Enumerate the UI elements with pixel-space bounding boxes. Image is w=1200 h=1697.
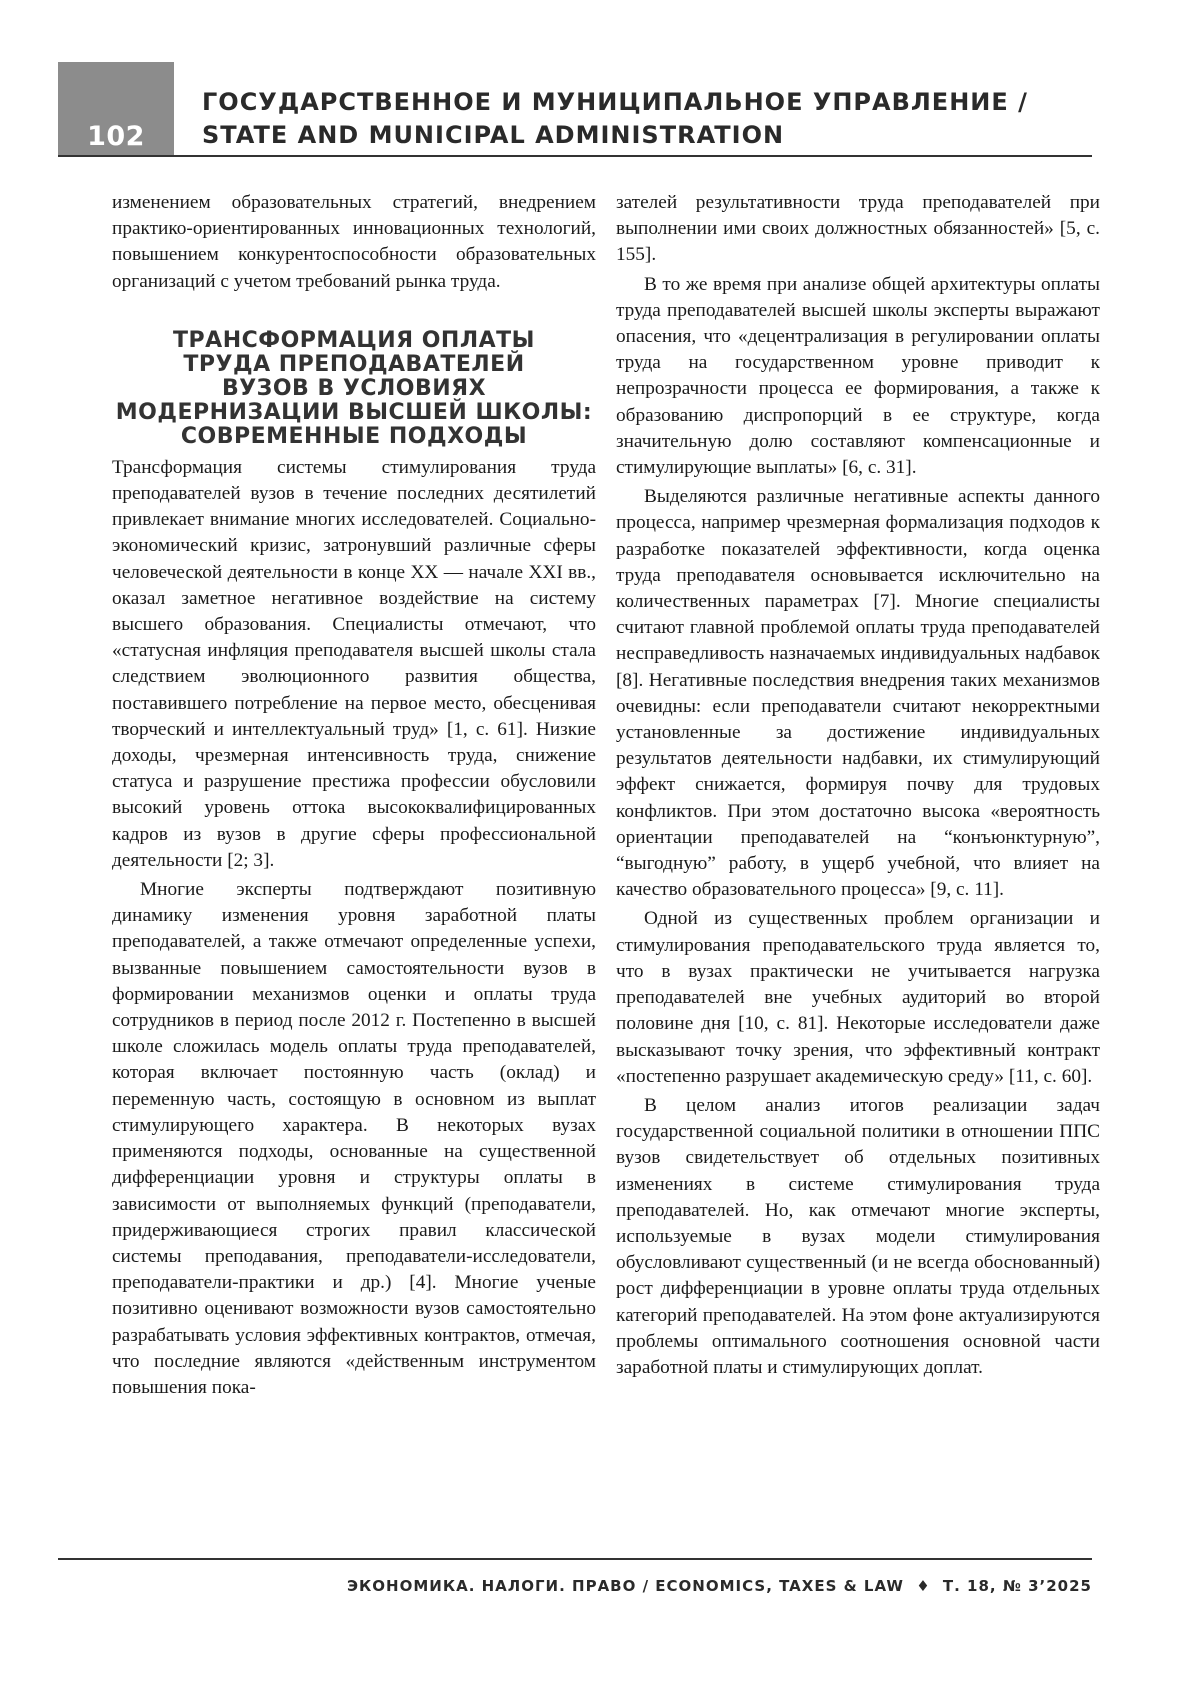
journal-title-ru: ГОСУДАРСТВЕННОЕ И МУНИЦИПАЛЬНОЕ УПРАВЛЕНИЕ /: [202, 88, 1028, 116]
footer-issue: Т. 18, № 3’2025: [942, 1577, 1092, 1595]
intro-paragraph: изменением образовательных стратегий, внедрением практико-ориентированных инновационных технологий, повышением конкурентоспособности образовательных организаций с учетом требований рынка труда.: [112, 192, 596, 292]
journal-header: [202, 86, 1028, 152]
section-heading-line: ВУЗОВ В УСЛОВИЯХ: [221, 375, 487, 401]
right-column: [616, 190, 1100, 1381]
header-divider: [58, 155, 1092, 157]
section-heading-line: ТРУДА ПРЕПОДАВАТЕЛЕЙ: [183, 351, 525, 377]
body-paragraph: зателей результативности труда преподавателей при выполнении ими своих должностных обязанностей» [5, с. 155].: [616, 192, 1100, 266]
section-heading-line: МОДЕРНИЗАЦИИ ВЫСШЕЙ ШКОЛЫ:: [115, 399, 593, 425]
journal-title-en: STATE AND MUNICIPAL ADMINISTRATION: [202, 121, 785, 149]
footer-divider: [58, 1558, 1092, 1560]
body-paragraph: Многие эксперты подтверждают позитивную динамику изменения уровня заработной платы преподавателей, а также отмечают определенные успехи, вызванные повышением самостоятельности вузов в формировании механизмов оценки и оплаты труда сотрудников в период после 2012 г. Постепенно в высшей школе сложилась модель оплаты труда преподавателей, которая включает постоянную часть (оклад) и переменную часть, состоящую в основном из выплат стимулирующего характера. В некоторых вузах применяются подходы, основанные на существенной дифференциации уровня и структуры оплаты в зависимости от выполняемых функций (преподаватели, придерживающиеся строгих правил классической системы преподавания, преподаватели-исследователи, преподаватели-практики и др.) [4]. Многие ученые позитивно оценивают возможности вузов самостоятельно разрабатывать условия эффективных контрактов, отмечая, что последние являются «действенным инструментом повышения пока-: [112, 879, 596, 1398]
footer-journal-name: ЭКОНОМИКА. НАЛОГИ. ПРАВО / ECONOMICS, TAXES & LAW: [347, 1577, 904, 1595]
diamond-icon: ♦: [916, 1577, 931, 1595]
body-paragraph: Выделяются различные негативные аспекты данного процесса, например чрезмерная формализация подходов к разработке показателей эффективности, когда оценка труда преподавателя основывается исключительно на количественных параметрах [7]. Многие специалисты считают главной проблемой оплаты труда преподавателей несправедливость назначаемых индивидуальных надбавок [8]. Негативные последствия внедрения таких механизмов очевидны: если преподаватели считают некорректными установленные за достижение индивидуальных результатов деятельности надбавки, их стимулирующий эффект снижается, формируя почву для трудовых конфликтов. При этом достаточно высока «вероятность ориентации преподавателей на “конъюнктурную”, “выгодную” работу, в ущерб учебной, что влияет на качество образовательного процесса» [9, с. 11].: [616, 486, 1100, 901]
section-heading: [112, 329, 596, 449]
page-number: 102: [87, 121, 145, 152]
body-paragraph: Трансформация системы стимулирования труда преподавателей вузов в течение последних десятилетий привлекает внимание многих исследователей. Социально-экономический кризис, затронувший различные сферы человеческой деятельности в конце XX — начале XXI вв., оказал заметное негативное воздействие на систему высшего образования. Специалисты отмечают, что «статусная инфляция преподавателя высшей школы стала следствием эволюционного развития общества, поставившего потребление на первое место, обесценивая творческий и интеллектуальный труд» [1, с. 61]. Низкие доходы, чрезмерная интенсивность труда, снижение статуса и разрушение престижа профессии обусловили высокий уровень оттока высококвалифицированных кадров из вузов в другие сферы профессиональной деятельности [2; 3].: [112, 456, 596, 871]
section-heading-line: ТРАНСФОРМАЦИЯ ОПЛАТЫ: [173, 327, 535, 353]
body-paragraph: В то же время при анализе общей архитектуры оплаты труда преподавателей высшей школы эксперты выражают опасения, что «децентрализация в регулировании оплаты труда на государственном уровне приводит к непрозрачности процесса ее формирования, а также к образованию диспропорций в ее структуре, когда значительную долю составляют компенсационные и стимулирующие выплаты» [6, с. 31].: [616, 273, 1100, 479]
body-paragraph: Одной из существенных проблем организации и стимулирования преподавательского труда является то, что в вузах практически не учитывается нагрузка преподавателей вне учебных аудиторий во второй половине дня [10, с. 81]. Некоторые исследователи даже высказывают точку зрения, что эффективный контракт «постепенно разрушает академическую среду» [11, с. 60].: [616, 908, 1100, 1087]
left-column: [112, 190, 596, 1401]
section-heading-line: СОВРЕМЕННЫЕ ПОДХОДЫ: [180, 423, 528, 449]
page-number-box: [58, 62, 174, 156]
body-paragraph: В целом анализ итогов реализации задач государственной социальной политики в отношении ППС вузов свидетельствует об отдельных позитивных изменениях в системе стимулирования труда преподавателей. Но, как отмечают многие эксперты, используемые в вузах модели стимулирования обусловливают существенный (и не всегда обоснованный) рост дифференциации в уровне оплаты труда отдельных категорий преподавателей. На этом фоне актуализируются проблемы оптимального соотношения основной части заработной платы и стимулирующих доплат.: [616, 1094, 1100, 1378]
journal-footer: [347, 1577, 1092, 1595]
